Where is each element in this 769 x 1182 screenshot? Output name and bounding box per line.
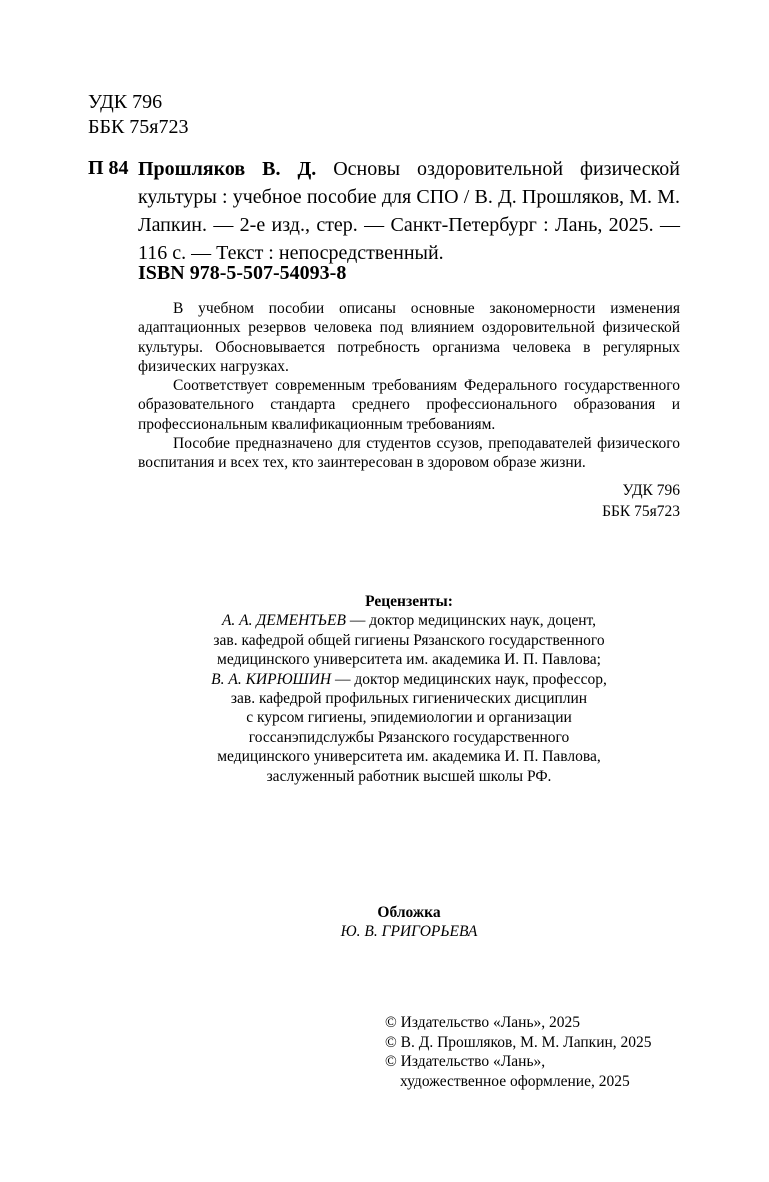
reviewer-2-text: заслуженный работник высшей школы РФ. (266, 767, 552, 785)
bibliographic-entry (138, 155, 680, 267)
reviewer-2-text: зав. кафедрой профильных гигиенических дисциплин (230, 690, 588, 708)
reviewers-title: Рецензенты: (365, 593, 453, 610)
reviewer-2-text: с курсом гигиены, эпидемиологии и организации (246, 709, 572, 727)
cover-title: Обложка (377, 904, 441, 921)
abstract (138, 299, 680, 473)
cover-designer: Ю. В. ГРИГОРЬЕВА (340, 923, 478, 940)
reviewer-1-text: медицинского университета им. академика И. П. Павлова; (217, 651, 601, 669)
abstract-classification (480, 480, 680, 522)
reviewer-1-text: зав. кафедрой общей гигиены Рязанского государственного (213, 631, 605, 649)
copyright-line: © Издательство «Лань», (385, 1053, 546, 1071)
reviewer-2-text: медицинского университета им. академика И. П. Павлова, (217, 748, 601, 766)
reviewer-1-name: А. А. ДЕМЕНТЬЕВ (221, 612, 346, 630)
reviewer-2-name: В. А. КИРЮШИН (211, 670, 332, 688)
udk-header (88, 90, 189, 140)
bibliographic-description: Основы оздоровительной физической культуры : учебное пособие для СПО / В. Д. Прошляков, М. М. Лапкин. — 2-е изд., стер. — Санкт-Петербург : Лань, 2025. — 116 с. — Текст : непосредственный. (138, 158, 680, 264)
reviewer-1-text: — доктор медицинских наук, доцент, (346, 612, 597, 630)
isbn: ISBN 978-5-507-54093-8 (138, 262, 347, 284)
reviewer-1 (138, 611, 680, 630)
bbk-code: ББК 75я723 (88, 116, 189, 138)
abstract-paragraph: Пособие предназначено для студентов ссузов, преподавателей физического воспитания и всех тех, кто заинтересован в здоровом образе жизни. (138, 435, 680, 472)
abstract-udk: УДК 796 (622, 482, 680, 499)
author-name: Прошляков В. Д. (138, 158, 317, 180)
reviewer-2 (138, 670, 680, 689)
udk-code: УДК 796 (88, 91, 163, 113)
author-mark: П 84 (88, 157, 129, 179)
copyright-block (385, 1013, 652, 1091)
copyright-line: © В. Д. Прошляков, М. М. Лапкин, 2025 (385, 1033, 652, 1051)
reviewer-2-text: — доктор медицинских наук, профессор, (331, 670, 607, 688)
copyright-line: художественное оформление, 2025 (400, 1072, 630, 1090)
abstract-bbk: ББК 75я723 (602, 503, 680, 520)
abstract-paragraph: В учебном пособии описаны основные закономерности изменения адаптационных резервов человека под влиянием оздоровительной физической культуры. Обосновывается потребность организма человека в регулярных физических нагрузках. (138, 300, 680, 375)
reviewer-2-text: госсанэпидслужбы Рязанского государственного (248, 728, 570, 746)
copyright-line: © Издательство «Лань», 2025 (385, 1014, 581, 1031)
cover-credit (138, 903, 680, 941)
reviewers-block (138, 592, 680, 786)
abstract-paragraph: Соответствует современным требованиям Федерального государственного образовательного стандарта среднего профессионального образования и профессиональным квалификационным требованиям. (138, 377, 680, 433)
